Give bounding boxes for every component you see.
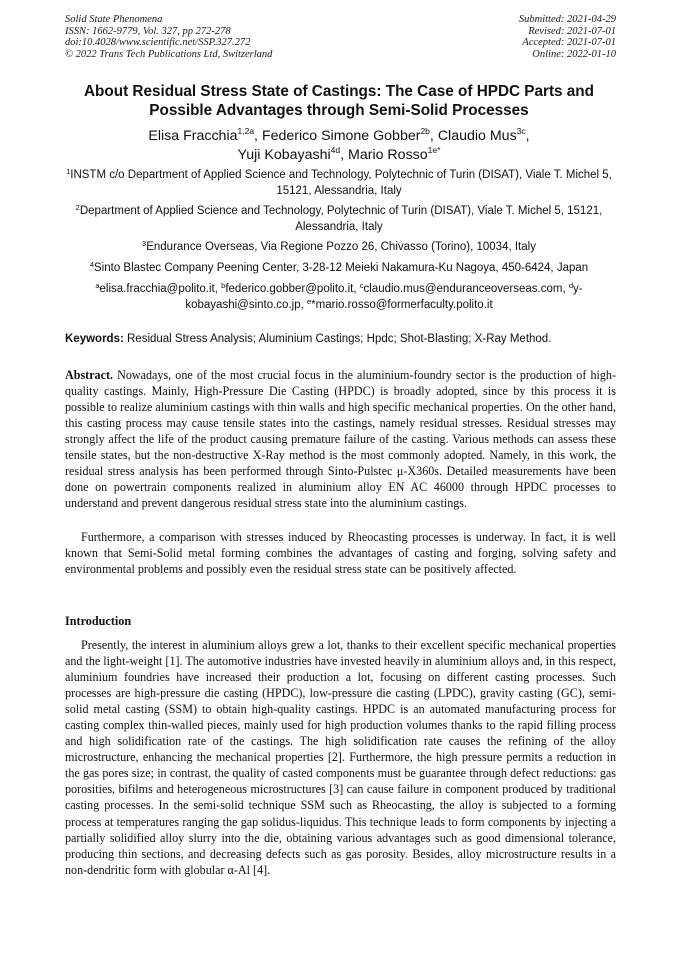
- author-sup: 4d: [330, 145, 341, 155]
- affiliation-4: [62, 261, 616, 277]
- keywords-label: Keywords:: [65, 333, 124, 345]
- affiliation-sup: 1: [66, 167, 71, 176]
- revised-date: Revised: 2021-07-01: [528, 25, 616, 37]
- title-line-1: About Residual Stress State of Castings: The Case of HPDC Parts and: [84, 83, 594, 100]
- online-date: Online: 2022-01-10: [532, 48, 616, 60]
- author-name: Mario Rosso: [348, 147, 428, 163]
- affiliation-text: Sinto Blastec Company Peening Center, 3-28-12 Meieki Nakamura-Ku Nagoya, 450-6424, Japan: [94, 262, 589, 274]
- email-sup: d: [568, 281, 574, 290]
- authors-line-2: [40, 146, 638, 165]
- author-sup: 3c: [516, 126, 526, 136]
- affiliation-text: INSTM c/o Department of Applied Science and Technology, Polytechnic of Turin (DISAT), Viale T. Michel 5, 15121, Alessandria, Italy: [70, 169, 612, 197]
- author-list: [40, 127, 638, 165]
- dates-header: [519, 14, 616, 60]
- author-sep: ,: [254, 128, 262, 144]
- author-sep: ,: [340, 147, 349, 163]
- author-sup: 1,2a: [237, 126, 255, 136]
- section-heading-introduction: Introduction: [65, 614, 132, 628]
- journal-header: [65, 14, 272, 60]
- author-name: Claudio Mus: [437, 128, 517, 144]
- author-sep: ,: [525, 128, 530, 144]
- doi-line: doi:10.4028/www.scientific.net/SSP.327.272: [65, 37, 251, 49]
- email-link[interactable]: claudio.mus@enduranceoverseas.com,: [363, 283, 569, 295]
- authors-line-1: [40, 127, 638, 146]
- email-sup: a: [95, 281, 100, 290]
- author-sup: 2b: [420, 126, 430, 136]
- email-link[interactable]: *mario.rosso@formerfaculty.polito.it: [311, 298, 493, 311]
- introduction-paragraph: Presently, the interest in aluminium alloys grew a lot, thanks to their excellent specific mechanical properties and the light-weight [1]. The automotive industries have invested heavily in aluminium alloys and, in this respect, aluminium foundries have increased their production a lot, focusing on different casting processes. Such processes are high-pressure die casting (HPDC), low-pressure die casting (LPDC), gravity casting (GC), semi-solid metal casting (SSM) to obtain high-quality castings. HPDC is an automated manufacturing process for casting complex thin-walled pieces, mainly used for high production volumes thanks to the rapid filling process and high solidification rate of the castings. The high solidification rate causes the refining of the alloy microstructure, enhancing the mechanical properties [2]. Furthermore, the high pressure permits a reduction in the gas pores size; in contrast, the quality of casted components must be guarantee through defect reductions: gas porosities, bifilms and heterogeneous microstructures [3] can cause failure in component produced by traditional casting processes. In the semi-solid technique SSM such as Rheocasting, the alloy is subjected to a forming process at temperatures ranging the gap solidus-liquidus. This technique leads to form components by injecting a partially solidified alloy slurry into the die, obtaining various advantages such as good dimensional tolerance, producing thin sections, and decreasing defects such as gas porosity. Besides, alloy microstructure results in a non-dendritic form with globular α-Al [4].: [65, 638, 616, 877]
- affiliation-text: Department of Applied Science and Technology, Polytechnic of Turin (DISAT), Viale T. Michel 5, 15121, Alessandria, Italy: [79, 205, 603, 233]
- submitted-date: Submitted: 2021-04-29: [518, 14, 616, 25]
- affiliation-1: [62, 168, 616, 199]
- abstract: [65, 367, 616, 511]
- abstract-label: Abstract.: [65, 368, 114, 382]
- affiliation-2: [62, 204, 616, 235]
- email-link[interactable]: elisa.fracchia@polito.it,: [99, 283, 222, 295]
- email-list: [62, 282, 616, 313]
- author-sep: ,: [429, 128, 438, 144]
- email-link[interactable]: federico.gobber@polito.it,: [225, 283, 360, 295]
- keywords: [65, 332, 616, 346]
- affiliation-sup: 4: [89, 260, 94, 269]
- author-name: Federico Simone Gobber: [261, 128, 421, 144]
- keywords-text: Residual Stress Analysis; Aluminium Castings; Hpdc; Shot-Blasting; X-Ray Method.: [123, 333, 552, 345]
- abstract-text: Nowadays, one of the most crucial focus in the aluminium-foundry sector is the production of high-quality castings. Mainly, High-Pressure Die Casting (HPDC) is broadly adopted, since by this process it is possible to realize aluminium castings with thin walls and high specific mechanical properties. On the other hand, this casting process may cause tensile states into the castings, namely residual stresses. Residual stresses may strongly affect the life of the product causing premature failure of the casting. Various methods can assess these tensile states, but the non-destructive X-Ray method is the most commonly adopted. Namely, in this work, the residual stress analysis has been performed through Sinto-Pulstec μ-X360s. Detailed measurements have been done on powertrain components realized in aluminium alloy EN AC 46000 through HPDC processes to understand and prevent dangerous residual stress state into the aluminium castings.: [65, 368, 616, 511]
- paper-title: [40, 82, 638, 120]
- abstract-paragraph-2: Furthermore, a comparison with stresses induced by Rheocasting processes is underway. In fact, it is well known that Semi-Solid metal forming combines the advantages of casting and forging, solving safety and environmental problems and possibly even the residual stress state can be positively affected.: [65, 530, 616, 577]
- email-sup: c: [359, 281, 364, 290]
- journal-name: Solid State Phenomena: [65, 14, 163, 25]
- affiliation-sup: 2: [75, 203, 80, 212]
- affiliation-3: [62, 240, 616, 256]
- email-sup: b: [221, 281, 226, 290]
- title-line-2: Possible Advantages through Semi-Solid Processes: [149, 102, 529, 119]
- author-name: Yuji Kobayashi: [237, 147, 331, 163]
- email-sup: e: [307, 296, 312, 306]
- affiliation-sup: 3: [142, 239, 147, 248]
- author-name: Elisa Fracchia: [148, 128, 238, 144]
- issn-line: ISSN: 1662-9779, Vol. 327, pp 272-278: [65, 25, 231, 37]
- affiliation-text: Endurance Overseas, Via Regione Pozzo 26, Chivasso (Torino), 10034, Italy: [146, 241, 536, 253]
- email-link[interactable]: y-kobayashi@sinto.co.jp,: [185, 283, 583, 311]
- author-sup: 1e*: [427, 145, 441, 155]
- accepted-date: Accepted: 2021-07-01: [522, 37, 616, 49]
- copyright-line: © 2022 Trans Tech Publications Ltd, Switzerland: [65, 48, 273, 60]
